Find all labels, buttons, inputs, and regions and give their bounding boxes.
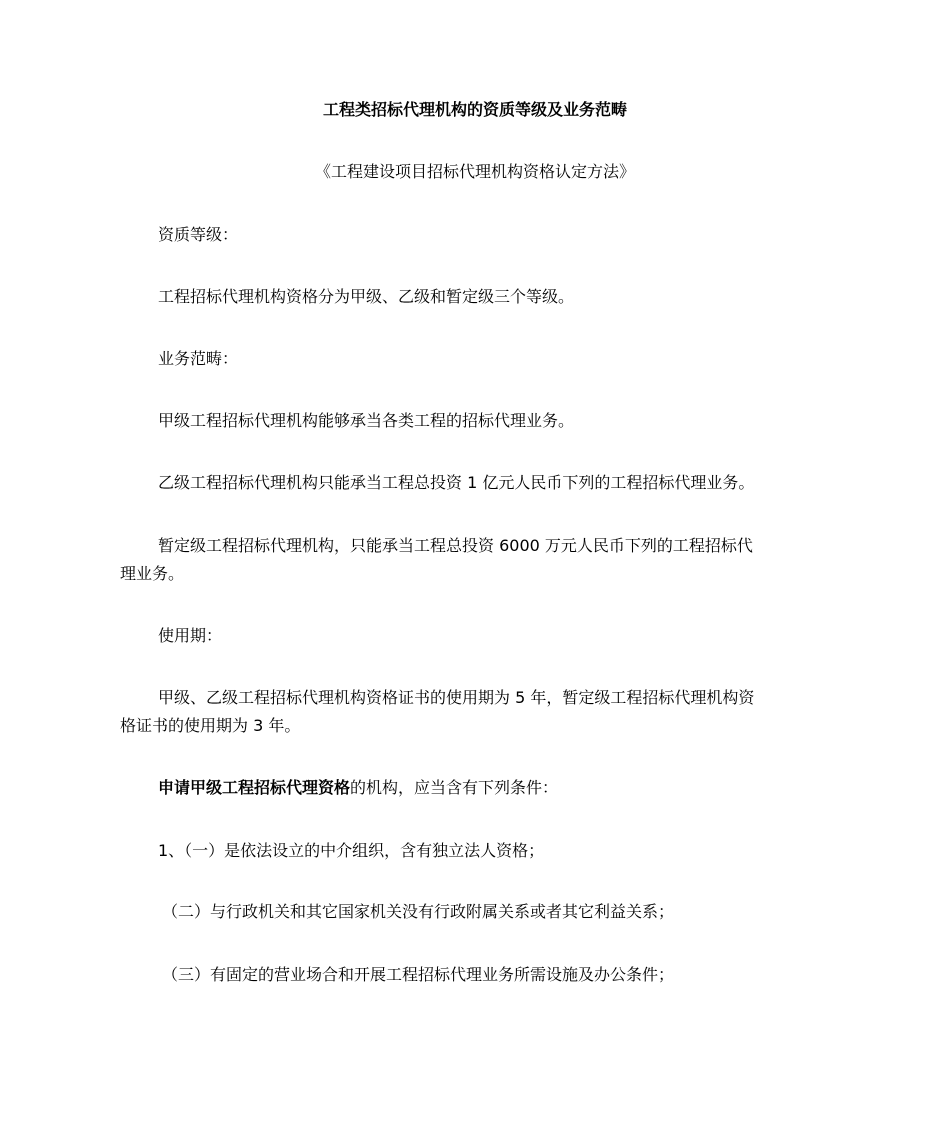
document-subtitle: 《工程建设项目招标代理机构资格认定方法》 <box>314 162 635 181</box>
paragraph-grade-a-application <box>158 777 558 799</box>
grade-a-application-bold: 申请甲级工程招标代理资格 <box>158 778 351 797</box>
list-item-1: 1、（一）是依法设立的中介组织，含有独立法人资格； <box>158 841 545 860</box>
paragraph-provisional-scope-line2: 理业务。 <box>120 564 185 583</box>
paragraph-grade-b-scope: 乙级工程招标代理机构只能承当工程总投资 1 亿元人民币下列的工程招标代理业务。 <box>158 473 755 492</box>
paragraph-qualification-levels: 工程招标代理机构资格分为甲级、乙级和暂定级三个等级。 <box>158 287 575 306</box>
paragraph-validity-line2: 格证书的使用期为 3 年。 <box>120 716 301 735</box>
paragraph-scope-heading: 业务范畴： <box>158 349 239 368</box>
list-item-2: （二）与行政机关和其它国家机关没有行政附属关系或者其它利益关系； <box>162 902 675 921</box>
paragraph-grade-a-scope: 甲级工程招标代理机构能够承当各类工程的招标代理业务。 <box>158 411 575 430</box>
paragraph-qualification-heading: 资质等级： <box>158 225 239 244</box>
list-item-3: （三）有固定的营业场合和开展工程招标代理业务所需设施及办公条件； <box>162 965 675 984</box>
paragraph-validity-line1: 甲级、乙级工程招标代理机构资格证书的使用期为 5 年，暂定级工程招标代理机构资 <box>158 688 755 707</box>
paragraph-validity-heading: 使用期： <box>158 626 223 645</box>
paragraph-provisional-scope-line1: 暂定级工程招标代理机构，只能承当工程总投资 6000 万元人民币下列的工程招标代 <box>158 536 753 555</box>
grade-a-application-rest: 的机构，应当含有下列条件： <box>350 778 559 797</box>
document-title: 工程类招标代理机构的资质等级及业务范畴 <box>322 100 627 119</box>
